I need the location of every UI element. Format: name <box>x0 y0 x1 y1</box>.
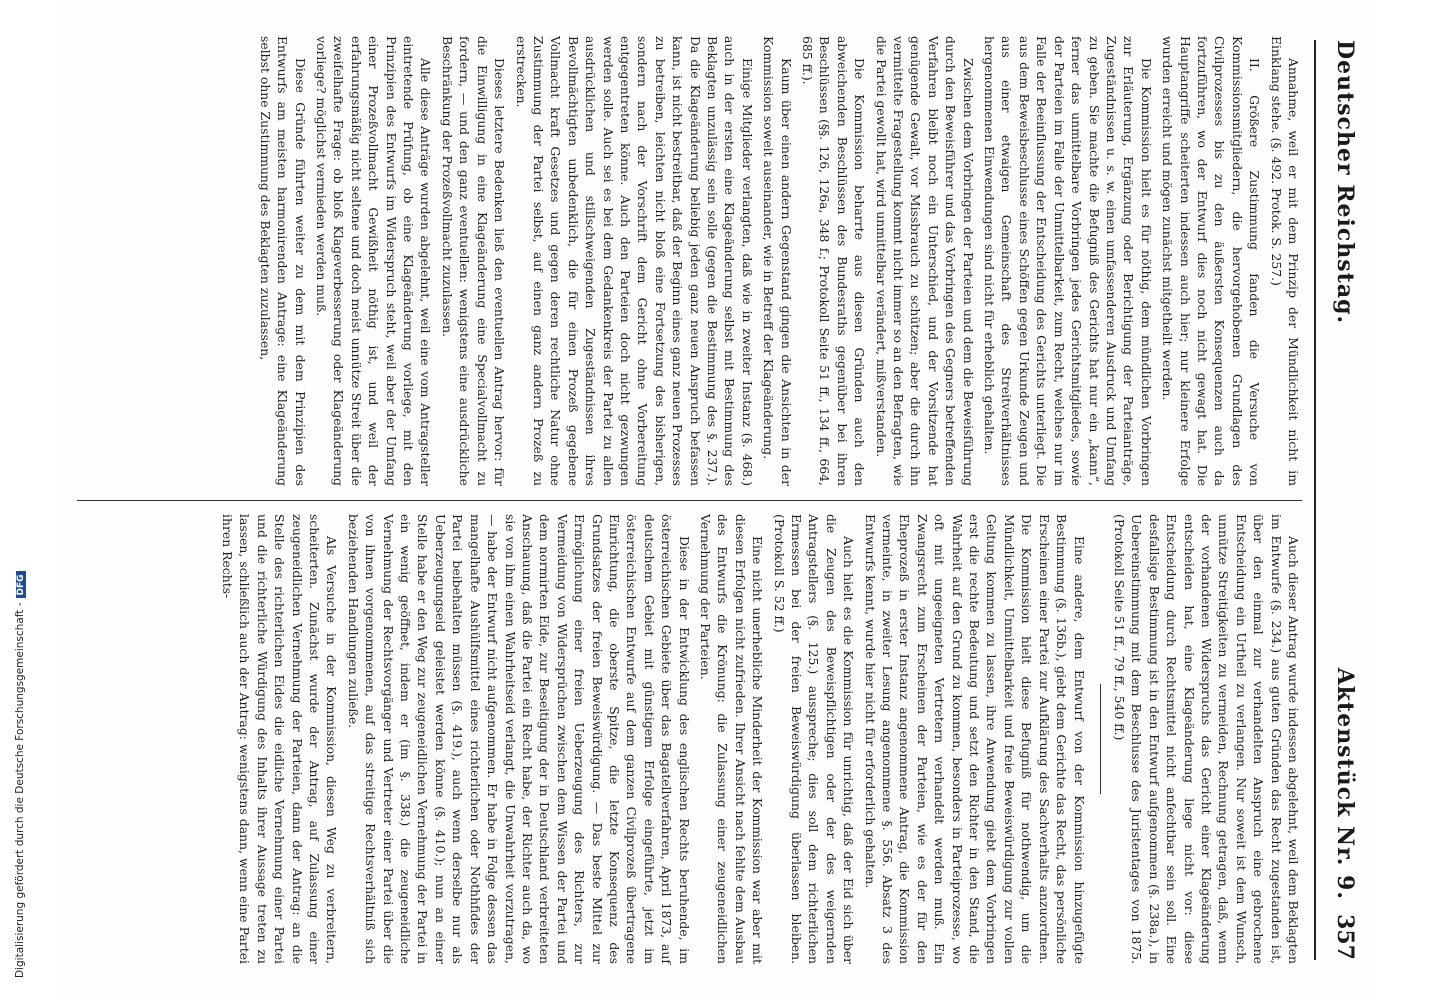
footer-credit <box>14 558 26 978</box>
digitization-footer <box>2 550 26 990</box>
page-number: 357 <box>1332 914 1358 960</box>
footer-credit-text: Digitalisierung gefördert durch die Deutsche Forschungsgemeinschaft - <box>14 602 26 978</box>
running-title-left: Deutscher Reichstag. <box>1332 40 1358 325</box>
paragraph: Auch hielt es die Kommission für unrichtig, daß der Eid sich über die Zeugen des Beweispflichtigen oder der des weigernden Antragstellers (§. 125.) ausspreche; dies soll dem richterlichen Ermessen bei der freien Beweiswürdigung überlassen bleiben. (Protokoll S. 52 ff.) <box>771 514 857 964</box>
paragraph: Eine nicht unerhebliche Minderheit der Kommission war aber mit diesen Erfolgen nicht zufrieden. Ihrer Ansicht nach fehlte dem Ausbau des Entwurfs die Krönung: die Zulassung einer zeugeneidlichen Vernehmung der Parteien. <box>698 514 766 964</box>
paragraph: Auch dieser Antrag wurde indessen abgelehnt, weil dem Beklagten im Entwurfe (§. 234.) aus guten Gründen das Recht zugestanden ist, über den einmal zur verhandelten Anspruch eine gebrochene Entscheidung ein Urtheil zu verlangen. Nur soweit ist dem Wunsch, unnütze Streitigkeiten zu vermeiden, Rechnung getragen, daß, wenn der vorhandenen Widerspruchs das Gericht einer Klageänderung entscheiden hat, eine Klageänderung liege nicht vor: diese Entscheidung durch Rechtsmittel nicht anfechtbar sein soll. Eine desfallsige Bestimmung ist in den Entwurf aufgenommen (§. 238a.), in Uebereinstimmung mit dem Beschlusse des Juristentages von 1875. (Protokoll Seite 51 ff., 79 ff., 540 ff.) <box>1111 514 1301 964</box>
paragraph: Dieses letztere Bedenken ließ den eventuellen Antrag hervor: für die Einwilligung in eine Klageänderung eine Specialvollmacht zu fordern, — und den ganz eventuellen: wenigstens eine ausdrückliche Beschränkung der Prozeßvollmacht zuzulassen. <box>439 36 508 486</box>
column-divider <box>77 500 1302 501</box>
paragraph: Die Kommission beharrte aus diesen Gründen auch den abweichenden Beschlüssen des Bundesraths gegenüber bei ihren Beschlüssen (§§. 126, 126a, 348 f.; Protokoll Seite 51 ff., 134 ff., 664, 685 ff.). <box>800 36 868 486</box>
paragraph: Als Versuche in der Kommission, diesen Weg zu verbreitern, scheiterten. Zunächst wurde der Antrag, auf Zulassung einer zeugeneidlichen Vernehmung der Parteien, dann der Antrag: an die Stelle des richterlichen Eides die eidliche Vernehmung einer Partei und die richterliche Würdigung des Inhalts ihrer Aussage treten zu lassen, schließlich auch der Antrag: wenigstens dann, wenn eine Partei ihren Rechts- <box>220 514 340 964</box>
right-column <box>215 514 1302 964</box>
dfg-logo-icon: DFG <box>16 571 26 598</box>
paragraph: Annahme, weil er mit dem Prinzip der Mündlichkeit nicht im Einklang stehe. (§. 492. Protok. S. 257.) <box>1268 36 1301 486</box>
paragraph: Zwischen dem Vorbringen der Parteien und dem die Beweisführung durch den Beweisführer und das Vorbringen des Gegners betreffenden Verfahren bleibt noch ein Unterschied, und der Vorsitzende hat genügende Gewalt, vor Missbrauch zu schützen; aber die durch ihn vermittelte Fragestellung kommt nicht immer so an den Befragten, wie die Partei gewollt hat, wird unmittelbar verändert, mißverstanden. <box>873 36 976 486</box>
paragraph: Alle diese Anträge wurden abgelehnt, weil eine vom Antragsteller eintretende Prüfung, ob eine Klageänderung vorliege, mit den Prinzipien des Entwurfs im Widerspruch steht, weil aber der Umfang einer Prozeßvollmacht Gewißheit nöthig ist, und weil der erfahrungsmäßig nicht seltene und doch meist unnütze Streit über die zweifelhafte Frage: ob bloß Klageverbesserung oder Klageänderung vorliege? möglichst vermieden werden muß. <box>314 36 434 486</box>
paragraph: Eine andere, dem Entwurf von der Kommission hinzugefügte Bestimmung (§. 136b.), giebt dem Gerichte das Recht, das persönliche Erscheinen einer Partei zur Aufklärung des Sachverhalts anzuordnen. Die Kommission hielt diese Befugniß für nothwendig, um die Mündlichkeit, Unmittelbarkeit und freie Beweiswürdigung zur vollen Geltung kommen zu lassen, ihre Anwendung giebt dem Vorbringen erst die rechte Bedeutung und setzt den Richter in den Stand, die Wahrheit auf den Grund zu kommen, besonders in Parteiprozesse, wo oft mit ungeeigneten Vertretern verhandelt werden muß. Ein Zwangsrecht zum Erscheinen der Parteien, wie es der für den Eheprozeß in erster Instanz angenommene Antrag, die Kommission vermeinte, in zweiter Lesung angenommene §. 556. Absatz 3 des Entwurfs kennt, wurde hier nicht für erforderlich gehalten. <box>862 514 1087 964</box>
paragraph: II. Größere Zustimmung fanden die Versuche von Kommissionsmitgliedern, die hervorgehobenen Grundlagen des Civilprozesses bis zu den äußersten Konsequenzen auch da fortzuführen, wo der Entwurf dies noch nicht gewagt hat. Die Hauptangriffe scheiterten indessen auch hier; nur kleinere Erfolge wurden erreicht und mögen zunächst mitgetheilt werden. <box>1160 36 1263 486</box>
running-title-right: Aktenstück Nr. 9. <box>1332 667 1358 900</box>
paragraph: Die Kommission hielt es für nöthig, dem mündlichen Vorbringen zur Erläuterung, Ergänzung oder Berichtigung der Parteianträge, Zugeständnissen u. s. w. einen umfassenderen Ausdruck und Umfang zu geben. Sie machte die Befugniß des Gerichts hat nur ein „kann“, ferner das unmittelbare Vorbringen jedes Gerichtsmitgliedes, sowie der Parteien im Falle der Unmittelbarkeit, zum Recht, welches nur im Falle der Beeinflussung der Entscheidung des Gerichts unterliegt. Die aus dem Beweisbeschlusse eines Schöffen gegen Urkunde Zeugen und aus einer etwaigen Gemeinschaft des Streitverhältnisses hergenommenen Einwendungen sind nicht für erheblich gehalten. <box>982 36 1154 486</box>
scanned-page <box>56 0 1376 1000</box>
page-header <box>1322 40 1358 960</box>
left-column <box>252 36 1302 486</box>
paragraph: Diese Gründe führten weiter zu dem mit dem Prinzipien des Entwurfs am meisten harmonirenden Antrage: eine Klageänderung selbst ohne Zustimmung des Beklagten zuzulassen, <box>257 36 308 486</box>
header-rule <box>1314 40 1316 960</box>
paragraph: Kaum über einen andern Gegenstand gingen die Ansichten in der Kommission soweit auseinander, wie in Betreff der Klageänderung. <box>761 36 794 486</box>
paragraph: Einige Mitglieder verlangten, daß wie in zweiter Instanz (§. 468.) auch in der ersten eine Klageänderung selbst mit Bestimmung des Beklagten unzulässig sein solle (gegen die Bestimmung des §. 237.). Da die Klageänderung beliebig jeden ganz neuen Anspruch befassen kann, ist nicht bestreitbar, daß der Beginn eines ganz neuen Prozesses zu betreiben, leichten nicht bloß eine Fortsetzung des bisherigen, sondern nach der Vorschrift dem Gericht ohne Vorbereitung entgegentreten könne. Auch den Parteien doch nicht gezwungen werden solle. Auch sei es bei dem Gedankenkreis der Partei zu allen ausdrücklichen und stillschweigenden Zugeständnissen ihres Bevollmächtigten unbedenklich, die für einen Prozeß gegebene Vollmacht kraft Gesetzes und gegen deren rechtliche Natur ohne Zustimmung der Partei selbst, auf einen ganz andern Prozeß zu erstrecken. <box>513 36 755 486</box>
paragraph: Diese in der Entwicklung des englischen Rechts beruhende, im österreichischen Gebiete über das Bagatellverfahren, April 1873, auf deutschem Gebiet mit günstigem Erfolge eingeführte, jetzt im österreichischen Entwurfe auf dem ganzen Civilprozeß übertragene Einrichtung, die oberste Spitze, die letzte Konsequenz des Grundsatzes der freien Beweiswürdigung. — Das beste Mittel zur Ermöglichung einer freien Ueberzeugung des Richters, zur Vermeidung von Widersprüchen zwischen dem Wissen der Partei und dem normirten Eide, zur Beseitigung der in Deutschland verbreiteten Anschauung, daß die Partei ein Recht habe, der Richter auch da, wo sie von ihm einen Wahrheitseid verlangt, die Unwahrheit vorzutragen, — habe der Entwurf nicht aufgenommen. Er habe in Folge dessen das mangelhafte Aushülfsmittel eines richterlichen oder Nothhfides der Partei beibehalten müssen (§. 419.), auch wenn derselbe nur als Ueberzeugungseid geleistet werden könne (§. 410.); nun an einer Stelle habe er den Weg zur zeugeneidlichen Vernehmung der Partei in ein wenig geöffnet, indem er (im §. 338.) die zeugeneidliche Vernehmung der Rechtsvorgänger und Vertreter einer Partei über die von ihnen vorgenommenen, auf das streitige Rechtsverhältniß sich beziehenden Handlungen zuließe. <box>345 514 692 964</box>
section-separator <box>1100 684 1101 794</box>
